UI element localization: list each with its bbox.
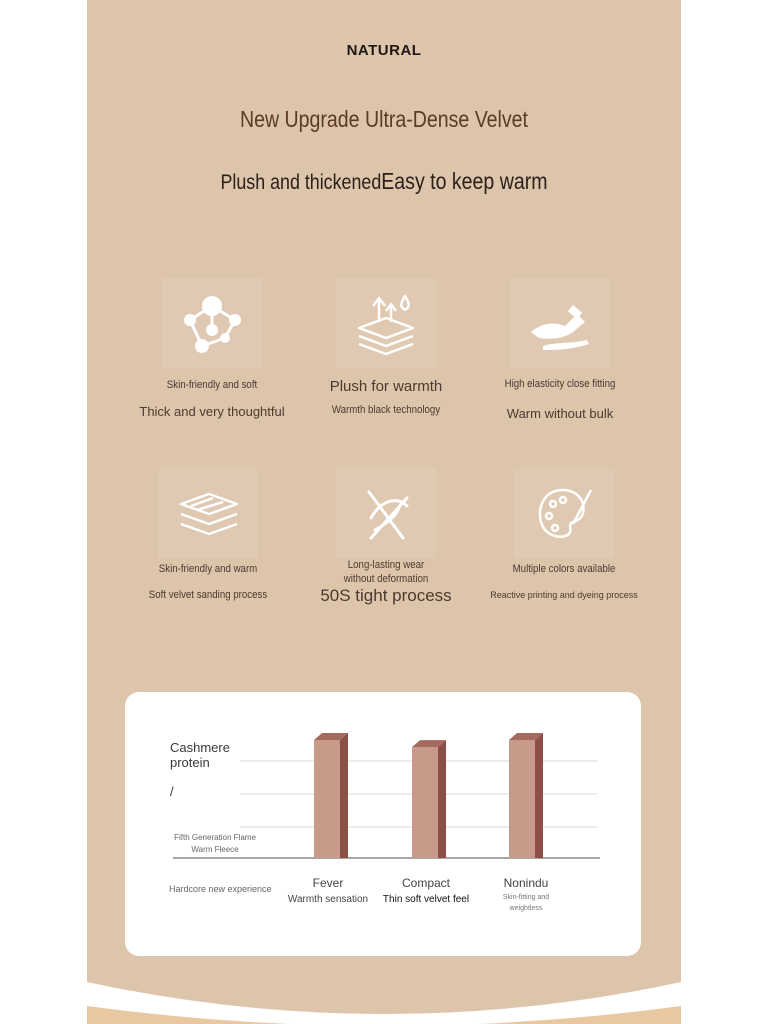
- molecule-icon: [162, 278, 262, 368]
- category-label: Compact: [401, 876, 451, 890]
- card-note-generation: Fifth Generation Flame Warm Fleece: [174, 833, 256, 854]
- feature-line2: Warm without bulk: [506, 406, 614, 421]
- bar-compact: [412, 747, 438, 858]
- headline: New Upgrade Ultra-Dense Velvet: [240, 106, 528, 132]
- bar-fever: [314, 740, 340, 858]
- bar-side-compact: [438, 740, 446, 858]
- needle-thread-icon: [336, 468, 436, 558]
- bottom-wave-decoration: [87, 976, 681, 1024]
- feature-line2: 50S tight process: [320, 586, 452, 605]
- subhead: [132, 168, 637, 195]
- feature-line2: Soft velvet sanding process: [148, 589, 268, 601]
- category-description: Warmth sensation: [287, 894, 369, 905]
- category-description: Thin soft velvet feel: [382, 894, 470, 905]
- feature-line2: Reactive printing and dyeing process: [490, 590, 638, 600]
- bar-side-nonindu: [535, 733, 543, 858]
- comparison-card: [125, 692, 641, 956]
- bar-side-fever: [340, 733, 348, 858]
- brand-label: NATURAL: [346, 42, 422, 59]
- bar-nonindu: [509, 740, 535, 858]
- product-panel: [87, 0, 681, 1024]
- card-slash: /: [170, 784, 174, 799]
- feature-line1: Plush for warmth: [329, 378, 443, 395]
- palette-icon: [514, 468, 614, 558]
- category-fever: [283, 876, 373, 905]
- card-note-experience: Hardcore new experience: [169, 884, 272, 894]
- feature-line1: Skin-friendly and soft: [166, 379, 258, 391]
- layers-warmth-icon: [336, 278, 436, 368]
- category-label: Nonindu: [503, 876, 549, 890]
- feature-line1: High elasticity close fitting: [504, 378, 616, 390]
- feature-line1: Skin-friendly and warm: [158, 563, 258, 575]
- feature-line1: Long-lasting wear without deformation: [343, 559, 429, 585]
- subhead-part1: Plush and thickened: [220, 171, 382, 194]
- subhead-part2: Easy to keep warm: [381, 168, 548, 194]
- category-nonindu: [481, 876, 571, 914]
- feature-line2: Thick and very thoughtful: [139, 404, 285, 419]
- feature-line2: Warmth black technology: [331, 404, 441, 416]
- category-description: Skin-fitting and weightless: [502, 894, 550, 912]
- fabric-layers-icon: [158, 468, 258, 558]
- comparison-chart: [125, 692, 641, 956]
- category-compact: [381, 876, 471, 905]
- category-label: Fever: [312, 876, 344, 890]
- hand-stretch-icon: [510, 278, 610, 368]
- feature-line1: Multiple colors available: [512, 563, 616, 575]
- card-title: Cashmere protein: [170, 740, 230, 770]
